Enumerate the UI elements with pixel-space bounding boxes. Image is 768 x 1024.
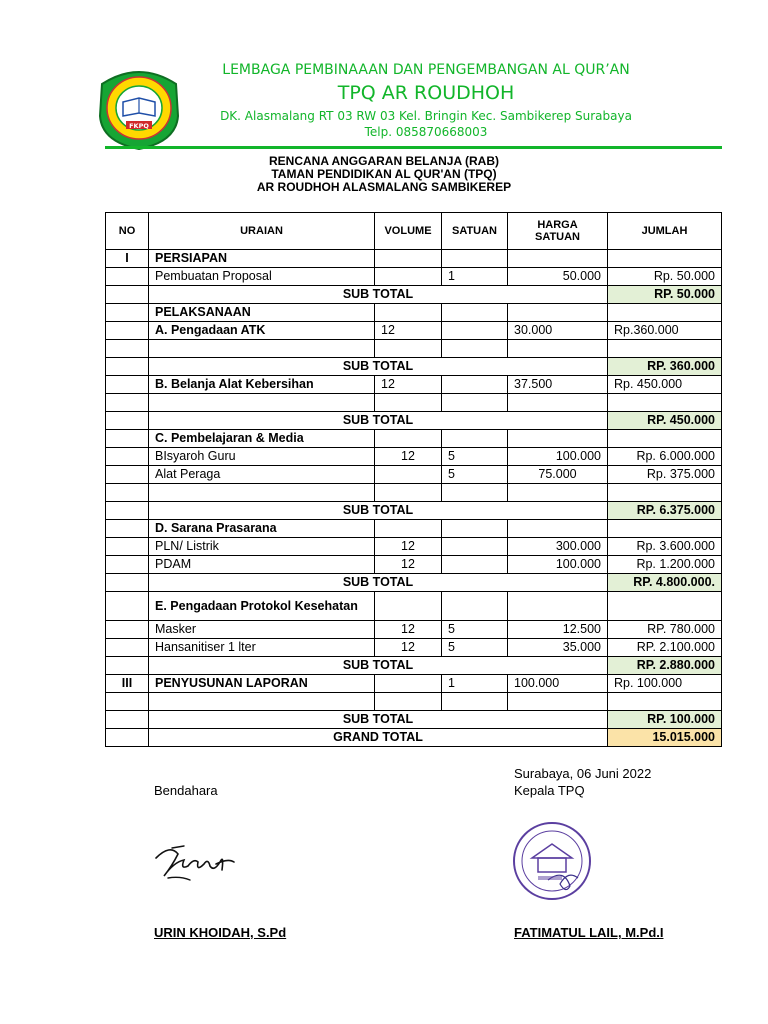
grand-total-value: 15.015.000	[608, 729, 722, 747]
cell-uraian: PDAM	[149, 556, 375, 574]
cell-satuan: 1	[442, 675, 508, 693]
cell-volume: 12	[375, 556, 442, 574]
org-address: DK. Alasmalang RT 03 RW 03 Kel. Bringin Kec. Sambikerep Surabaya	[220, 109, 632, 123]
cell-uraian: Alat Peraga	[149, 466, 375, 484]
left-role: Bendahara	[154, 783, 218, 798]
subtotal-value: RP. 2.880.000	[608, 657, 722, 675]
cell-uraian: E. Pengadaan Protokol Kesehatan	[149, 592, 375, 621]
subtotal-value: RP. 100.000	[608, 711, 722, 729]
cell-harga: 75.000	[508, 466, 608, 484]
table-row	[106, 466, 722, 484]
col-header-volume: VOLUME	[375, 213, 442, 250]
org-name: TPQ AR ROUDHOH	[337, 82, 515, 104]
cell-harga: 100.000	[508, 448, 608, 466]
cell-volume: 12	[375, 621, 442, 639]
cell-uraian: Hansanitiser 1 lter	[149, 639, 375, 657]
table-row	[106, 675, 722, 693]
cell-harga: 12.500	[508, 621, 608, 639]
table-row	[106, 520, 722, 538]
table-row	[106, 621, 722, 639]
subtotal-label: SUB TOTAL	[149, 502, 608, 520]
right-role: Kepala TPQ	[514, 783, 585, 798]
table-row	[106, 268, 722, 286]
cell-harga: 300.000	[508, 538, 608, 556]
cell-uraian: Pembuatan Proposal	[149, 268, 375, 286]
subtotal-value: RP. 360.000	[608, 358, 722, 376]
cell-uraian: PENYUSUNAN LAPORAN	[149, 675, 375, 693]
cell-harga: 35.000	[508, 639, 608, 657]
cell-harga: 100.000	[508, 675, 608, 693]
grand-total-label: GRAND TOTAL	[149, 729, 608, 747]
cell-uraian: PLN/ Listrik	[149, 538, 375, 556]
subtotal-label: SUB TOTAL	[149, 286, 608, 304]
table-row	[106, 556, 722, 574]
cell-harga: 50.000	[508, 268, 608, 286]
table-row	[106, 430, 722, 448]
table-row	[106, 484, 722, 502]
cell-volume: 12	[375, 538, 442, 556]
col-header-harga: HARGA SATUAN	[508, 213, 608, 250]
cell-uraian: PERSIAPAN	[149, 250, 375, 268]
col-header-uraian: URAIAN	[149, 213, 375, 250]
logo-label: FKPQ	[129, 122, 149, 130]
budget-table	[105, 212, 722, 747]
cell-jumlah: Rp. 100.000	[608, 675, 722, 693]
cell-harga: 37.500	[508, 376, 608, 394]
right-signer-name: FATIMATUL LAIL, M.Pd.I	[514, 925, 664, 940]
cell-jumlah: Rp. 375.000	[608, 466, 722, 484]
cell-jumlah: Rp. 6.000.000	[608, 448, 722, 466]
cell-volume: 12	[375, 448, 442, 466]
doc-title-3: AR ROUDHOH ALASMALANG SAMBIKEREP	[256, 180, 512, 194]
cell-uraian: Masker	[149, 621, 375, 639]
table-row	[106, 448, 722, 466]
cell-harga: 100.000	[508, 556, 608, 574]
table-row	[106, 322, 722, 340]
col-header-satuan: SATUAN	[442, 213, 508, 250]
subtotal-row	[106, 286, 722, 304]
cell-jumlah: RP. 2.100.000	[608, 639, 722, 657]
subtotal-label: SUB TOTAL	[149, 358, 608, 376]
subtotal-label: SUB TOTAL	[149, 574, 608, 592]
cell-jumlah: Rp. 3.600.000	[608, 538, 722, 556]
cell-uraian: C. Pembelajaran & Media	[149, 430, 375, 448]
subtotal-label: SUB TOTAL	[149, 657, 608, 675]
col-header-jumlah: JUMLAH	[608, 213, 722, 250]
cell-satuan: 5	[442, 639, 508, 657]
table-row	[106, 538, 722, 556]
cell-satuan: 5	[442, 466, 508, 484]
left-signer-name: URIN KHOIDAH, S.Pd	[154, 925, 287, 940]
cell-jumlah: RP. 780.000	[608, 621, 722, 639]
table-row	[106, 693, 722, 711]
table-row	[106, 639, 722, 657]
subtotal-row	[106, 574, 722, 592]
col-header-no: NO	[106, 213, 149, 250]
official-stamp-icon	[508, 818, 596, 904]
subtotal-label: SUB TOTAL	[149, 412, 608, 430]
cell-satuan: 1	[442, 268, 508, 286]
cell-no: I	[106, 250, 149, 268]
cell-harga: 30.000	[508, 322, 608, 340]
doc-title-2: TAMAN PENDIDIKAN AL QUR'AN (TPQ)	[271, 167, 497, 181]
header-divider	[105, 146, 722, 149]
subtotal-row	[106, 502, 722, 520]
cell-jumlah: Rp.360.000	[608, 322, 722, 340]
table-header-row	[106, 213, 722, 250]
handwritten-signature-icon	[150, 836, 240, 886]
subtotal-row	[106, 358, 722, 376]
subtotal-value: RP. 4.800.000.	[608, 574, 722, 592]
grand-total-row	[106, 729, 722, 747]
table-row	[106, 304, 722, 322]
org-phone: Telp. 085870668003	[364, 125, 488, 139]
cell-no: III	[106, 675, 149, 693]
cell-jumlah: Rp. 50.000	[608, 268, 722, 286]
table-row	[106, 340, 722, 358]
cell-satuan: 5	[442, 621, 508, 639]
subtotal-label: SUB TOTAL	[149, 711, 608, 729]
cell-uraian: D. Sarana Prasarana	[149, 520, 375, 538]
place-date: Surabaya, 06 Juni 2022	[514, 766, 652, 781]
cell-uraian: A. Pengadaan ATK	[149, 322, 375, 340]
table-row	[106, 592, 722, 621]
subtotal-value: RP. 50.000	[608, 286, 722, 304]
table-row	[106, 376, 722, 394]
cell-uraian: BIsyaroh Guru	[149, 448, 375, 466]
table-row	[106, 394, 722, 412]
cell-uraian: PELAKSANAAN	[149, 304, 375, 322]
subtotal-value: RP. 450.000	[608, 412, 722, 430]
subtotal-value: RP. 6.375.000	[608, 502, 722, 520]
cell-volume: 12	[375, 639, 442, 657]
table-row	[106, 250, 722, 268]
org-line: LEMBAGA PEMBINAAAN DAN PENGEMBANGAN AL QUR’AN	[222, 62, 630, 78]
tpq-logo-icon	[96, 66, 182, 150]
cell-volume: 12	[375, 376, 442, 394]
subtotal-row	[106, 711, 722, 729]
subtotal-row	[106, 657, 722, 675]
cell-uraian: B. Belanja Alat Kebersihan	[149, 376, 375, 394]
cell-jumlah: Rp. 1.200.000	[608, 556, 722, 574]
subtotal-row	[106, 412, 722, 430]
cell-volume: 12	[375, 322, 442, 340]
cell-satuan: 5	[442, 448, 508, 466]
doc-title-1: RENCANA ANGGARAN BELANJA (RAB)	[269, 154, 499, 168]
cell-jumlah: Rp. 450.000	[608, 376, 722, 394]
